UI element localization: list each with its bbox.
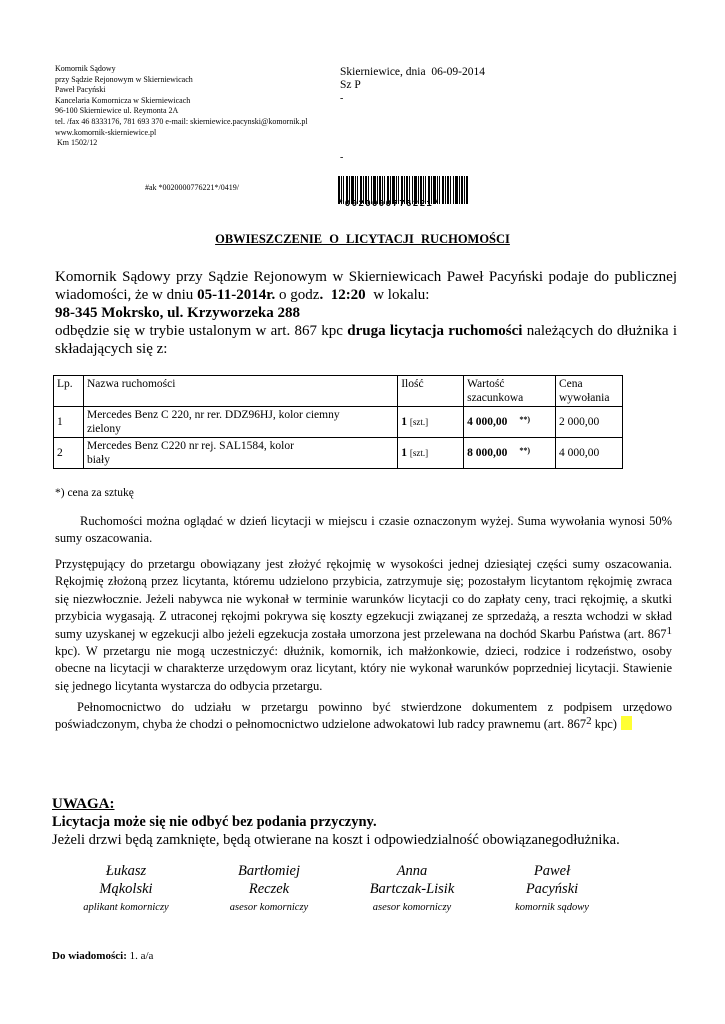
letterhead-line: przy Sądzie Rejonowym w Skierniewicach <box>55 74 193 84</box>
proxy-paragraph <box>55 699 672 734</box>
col-header-price <box>556 376 623 407</box>
signer-role: komornik sądowy <box>515 902 589 913</box>
intro-text: o godz <box>275 287 320 303</box>
intro-text: odbędzie się w trybie ustalonym w art. 867 kpc <box>55 323 348 339</box>
table-row <box>54 407 623 438</box>
signer-role: asesor komorniczy <box>372 902 452 913</box>
signer-first-name: Bartłomiej <box>237 863 301 879</box>
letterhead-line: Kancelaria Komornicza w Skierniewicach <box>55 95 191 105</box>
warning-title: UWAGA: <box>52 796 115 812</box>
signature-block <box>199 862 339 913</box>
letterhead-line: www.komornik-skierniewice.pl <box>55 127 157 137</box>
signer-last-name: Reczek <box>248 881 290 897</box>
letterhead-line: tel. /fax 46 8333176, 781 693 370 e-mail: skierniewice.pacynski@komornik.pl <box>55 116 308 126</box>
paragraph-text: kpc) <box>591 717 617 732</box>
signer-role: aplikant komorniczy <box>83 902 169 913</box>
auction-time: 12:20 <box>330 287 366 303</box>
col-header-name: Nazwa ruchomości <box>83 376 397 407</box>
intro-text: należących do dłużnika i składających się z: <box>55 323 678 357</box>
distribution-label: Do wiadomości: <box>52 950 127 962</box>
cell-lp: 1 <box>54 407 84 438</box>
article-superscript: 1 <box>666 624 672 637</box>
header-text: wywołania <box>559 392 610 404</box>
signer-last-name: Pacyński <box>525 881 579 897</box>
distribution-list <box>52 950 153 962</box>
bailiff-letterhead <box>55 64 308 149</box>
cell-price: 4 000,00 <box>556 438 623 469</box>
document-title: OBWIESZCZENIE O LICYTACJI RUCHOMOŚCI <box>215 232 510 246</box>
item-name: zielony <box>86 423 121 435</box>
cell-lp: 2 <box>54 438 84 469</box>
footnote-mark: **) <box>519 446 531 455</box>
highlight-marker <box>621 716 632 730</box>
signer-last-name: Bartczak-Lisik <box>369 881 455 897</box>
table-row <box>54 438 623 469</box>
signer-first-name: Paweł <box>533 863 571 879</box>
paragraph-text: kpc). W przetargu nie mogą uczestniczyć: dłużnik, komornik, ich małżonkowie, dzieci, rodzice i rodzeństwo, osoby obecne na licytacji w charakterze urzędowym oraz licytant, który nie wykonał warunków poprzedniej licytacji. Stawienie się jednego licytanta wystarcza do odbycia przetargu. <box>55 644 672 693</box>
signature-block <box>342 862 482 913</box>
cell-qty <box>398 438 464 469</box>
letterhead-line: Paweł Pacyński <box>55 85 106 95</box>
signature-block <box>56 862 196 913</box>
value-amount: 8 000,00 <box>467 447 508 459</box>
signer-first-name: Anna <box>396 863 428 879</box>
qty-value: 1 <box>401 416 407 428</box>
deposit-paragraph <box>55 556 672 695</box>
place-date-block <box>340 66 485 105</box>
intro-paragraph <box>55 268 677 358</box>
warning-section <box>52 796 620 849</box>
barcode-number: *0020000776221* <box>338 199 441 209</box>
cell-price: 2 000,00 <box>556 407 623 438</box>
dash-mark: - <box>340 93 344 104</box>
intro-text: w lokalu: <box>365 287 430 303</box>
item-name: biały <box>86 454 110 466</box>
item-name: Mercedes Benz C 220, nr rer. DDZ96HJ, kolor ciemny <box>86 409 340 421</box>
paragraph-text: Przystępujący do przetargu obowiązany jest złożyć rękojmię w wysokości jednej dziesiątej części sumy oszacowania. Rękojmię złożoną przez licytanta, któremu udzielono przybicia, zatrzymuje się; pozostałym licytantom rękojmię zwraca się niezwłocznie. Jeżeli nabywca nie wykonał w terminie warunków licytacji co do zapłaty ceny, traci rękojmię, a skutki przybicia wygasają. Z utraconej rękojmi pokrywa się koszty egzekucji związanej ze sprzedażą, a reszta wchodzi w skład sumy uzyskanej w egzekucji albo jeżeli egzekucja została umorzona jest przelewana na dochód Skarbu Państwa (art. 867 <box>55 557 672 641</box>
movables-table <box>53 375 623 469</box>
intro-text: . <box>319 287 331 303</box>
header-text: szacunkowa <box>467 392 524 404</box>
letterhead-line: Komornik Sądowy <box>55 64 116 73</box>
reference-code: #ak *0020000776221*/0419/ <box>145 183 239 192</box>
place-date: Skierniewice, dnia 06-09-2014 <box>340 66 485 78</box>
cell-value <box>464 438 556 469</box>
table-header-row <box>54 376 623 407</box>
footnote-mark: **) <box>519 415 531 424</box>
qty-value: 1 <box>401 447 407 459</box>
signer-role: asesor komorniczy <box>229 902 309 913</box>
col-header-qty: Ilość <box>398 376 464 407</box>
intro-text: Komornik Sądowy przy Sądzie Rejonowym w Skierniewicach Paweł Pacyński podaje do publicznej wiadomości, że w dniu <box>55 269 677 303</box>
cell-value <box>464 407 556 438</box>
article-superscript: 2 <box>586 715 592 728</box>
viewing-paragraph: Ruchomości można oglądać w dzień licytacji w miejscu i czasie oznaczonym wyżej. Suma wywołania wynosi 50% sumy oszacowania. <box>55 514 672 546</box>
signer-first-name: Łukasz <box>105 863 147 879</box>
dash-mark: - <box>340 152 344 163</box>
distribution-value: 1. a/a <box>126 950 154 962</box>
case-number: Km 1502/12 <box>55 138 98 148</box>
header-text: Cena <box>559 378 583 390</box>
cell-qty <box>398 407 464 438</box>
auction-type: druga licytacja ruchomości <box>347 323 523 339</box>
warning-line: Licytacja może się nie odbyć bez podania przyczyny. <box>52 813 377 830</box>
qty-unit: [szt.] <box>409 448 429 458</box>
header-text: Wartość <box>467 378 505 390</box>
cell-name <box>83 438 397 469</box>
signer-last-name: Mąkolski <box>99 881 153 897</box>
value-amount: 4 000,00 <box>467 416 508 428</box>
qty-unit: [szt.] <box>409 417 429 427</box>
initials: Sz P <box>340 79 361 91</box>
signature-block <box>482 862 622 913</box>
col-header-value <box>464 376 556 407</box>
warning-line: Jeżeli drzwi będą zamknięte, będą otwierane na koszt i odpowiedzialność obowiązanegodłużnika. <box>52 831 620 848</box>
price-footnote: *) cena za sztukę <box>55 487 134 499</box>
col-header-lp: Lp. <box>54 376 84 407</box>
auction-date: 05-11-2014r. <box>197 287 276 303</box>
item-name: Mercedes Benz C220 nr rej. SAL1584, kolor <box>86 440 294 452</box>
auction-address: 98-345 Mokrsko, ul. Krzyworzeka 288 <box>55 305 300 321</box>
letterhead-line: 96-100 Skierniewice ul. Reymonta 2A <box>55 106 179 116</box>
paragraph-text: Pełnomocnictwo do udziału w przetargu powinno być stwierdzone dokumentem z podpisem urzędowo poświadczonym, chyba że chodzi o pełnomocnictwo udzielone adwokatowi lub radcy prawnemu (art. 867 <box>55 700 672 732</box>
cell-name <box>83 407 397 438</box>
